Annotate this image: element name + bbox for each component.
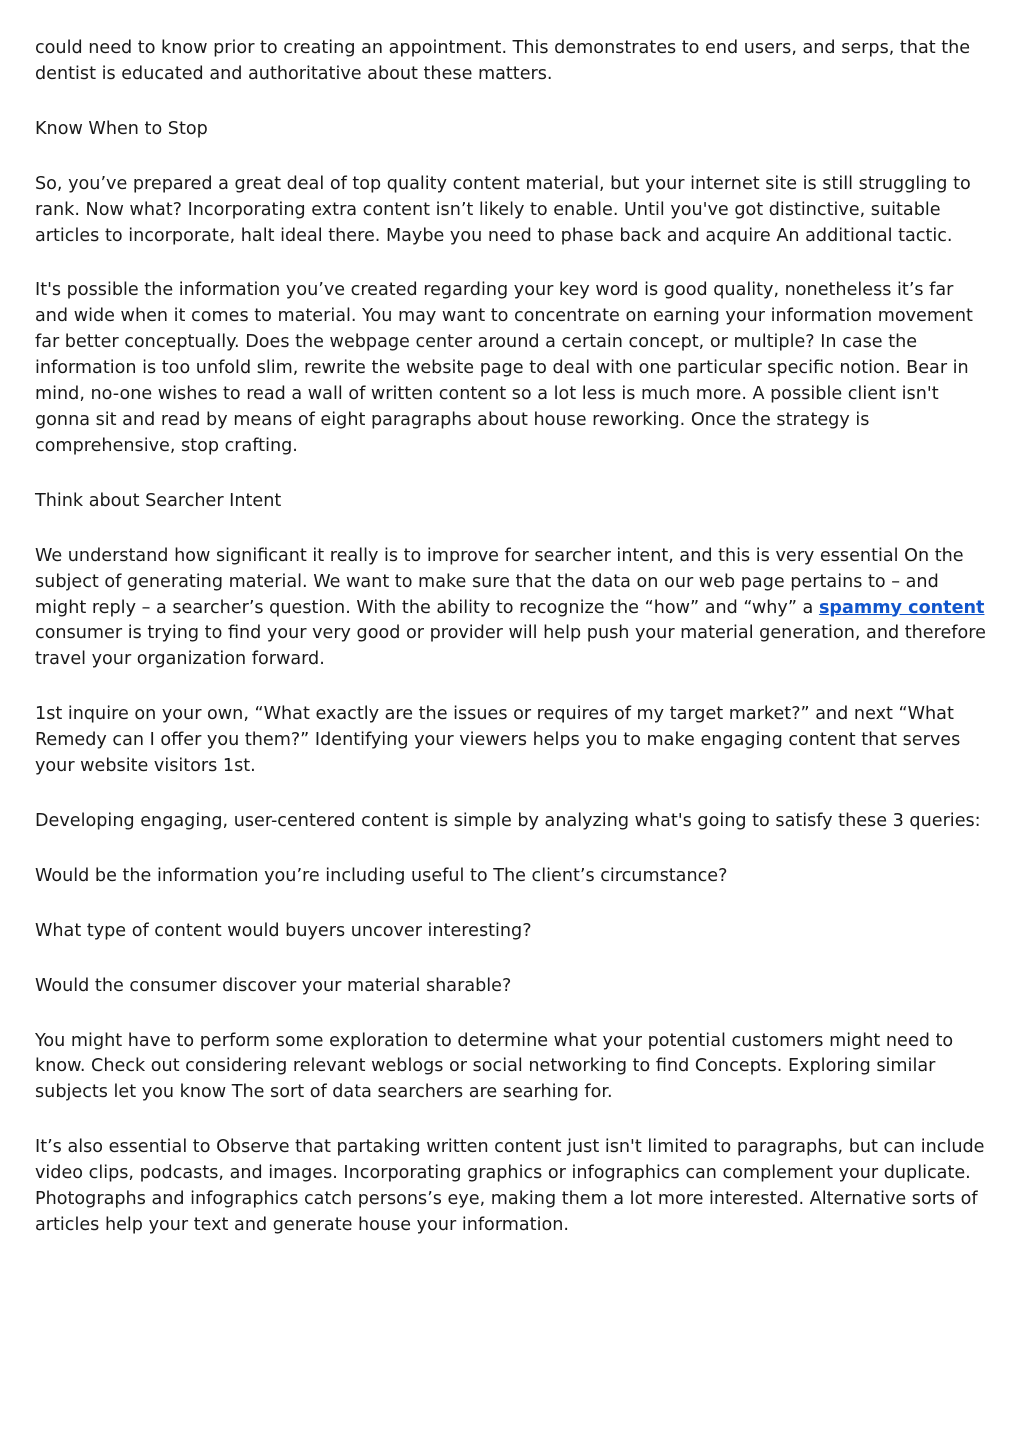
query-one: Would be the information you’re including useful to The client’s circumstance? [35,865,728,886]
paragraph-concentrate-concept: It's possible the information you’ve created regarding your key word is good quality, nonetheless it’s far and wide when it comes to material. You may want to concentrate on earning your information movement far better conceptually. Does the webpage center around a certain concept, or multiple? In case the information is too unfold slim, rewrite the website page to deal with one particular specific notion. Bear in mind, no-one wishes to read a wall of written content so a lot less is much more. A possible client isn't gonna sit and read by means of eight paragraphs about house reworking. Once the strategy is comprehensive, stop crafting. [35,280,973,456]
query-two: What type of content would buyers uncover interesting? [35,920,532,941]
spammy-content-link[interactable]: spammy content [818,597,985,618]
paragraph-content-prepared: So, you’ve prepared a great deal of top quality content material, but your internet site is still struggling to rank. Now what? Incorporating extra content isn’t likely to enable. Until you've got distinctive, suitable articles to incorporate, halt ideal there. Maybe you need to phase back and acquire An additional tactic. [35,173,971,246]
paragraph-text-after-link: consumer is trying to find your very good or provider will help push your material generation, and therefore travel your organization forward. [35,623,986,670]
heading-know-when-to-stop: Know When to Stop [35,118,208,139]
heading-searcher-intent: Think about Searcher Intent [35,490,282,511]
paragraph-exploration: You might have to perform some exploration to determine what your potential customers might need to know. Check out considering relevant weblogs or social networking to find Concepts. Exploring similar subjects let you know The sort of data searchers are searhing for. [35,1030,954,1103]
paragraph-inquire-yourself: 1st inquire on your own, “What exactly are the issues or requires of my target market?” and next “What Remedy can I offer you them?” Identifying your viewers helps you to make engaging content that serves your website visitors 1st. [35,704,961,777]
paragraph-media-types: It’s also essential to Observe that partaking written content just isn't limited to paragraphs, but can include video clips, podcasts, and images. Incorporating graphics or infographics can complement your duplicate. Photographs and infographics catch persons’s eye, making them a lot more interested. Alternative sorts of articles help your text and generate house your information. [35,1137,985,1235]
paragraph-text-before-link: We understand how significant it really is to improve for searcher intent, and this is very essential On the subject of generating material. We want to make sure that the data on our web page pertains to – and might reply – a searcher’s question. With the ability to recognize the “how” and “why” a [35,545,964,618]
document-page [35,36,987,1268]
paragraph-intro-continuation: could need to know prior to creating an appointment. This demonstrates to end users, and serps, that the dentist is educated and authoritative about these matters. [35,38,971,84]
paragraph-searcher-intent [35,544,987,674]
query-three: Would the consumer discover your material sharable? [35,975,512,996]
paragraph-three-queries: Developing engaging, user-centered content is simple by analyzing what's going to satisfy these 3 queries: [35,810,981,831]
